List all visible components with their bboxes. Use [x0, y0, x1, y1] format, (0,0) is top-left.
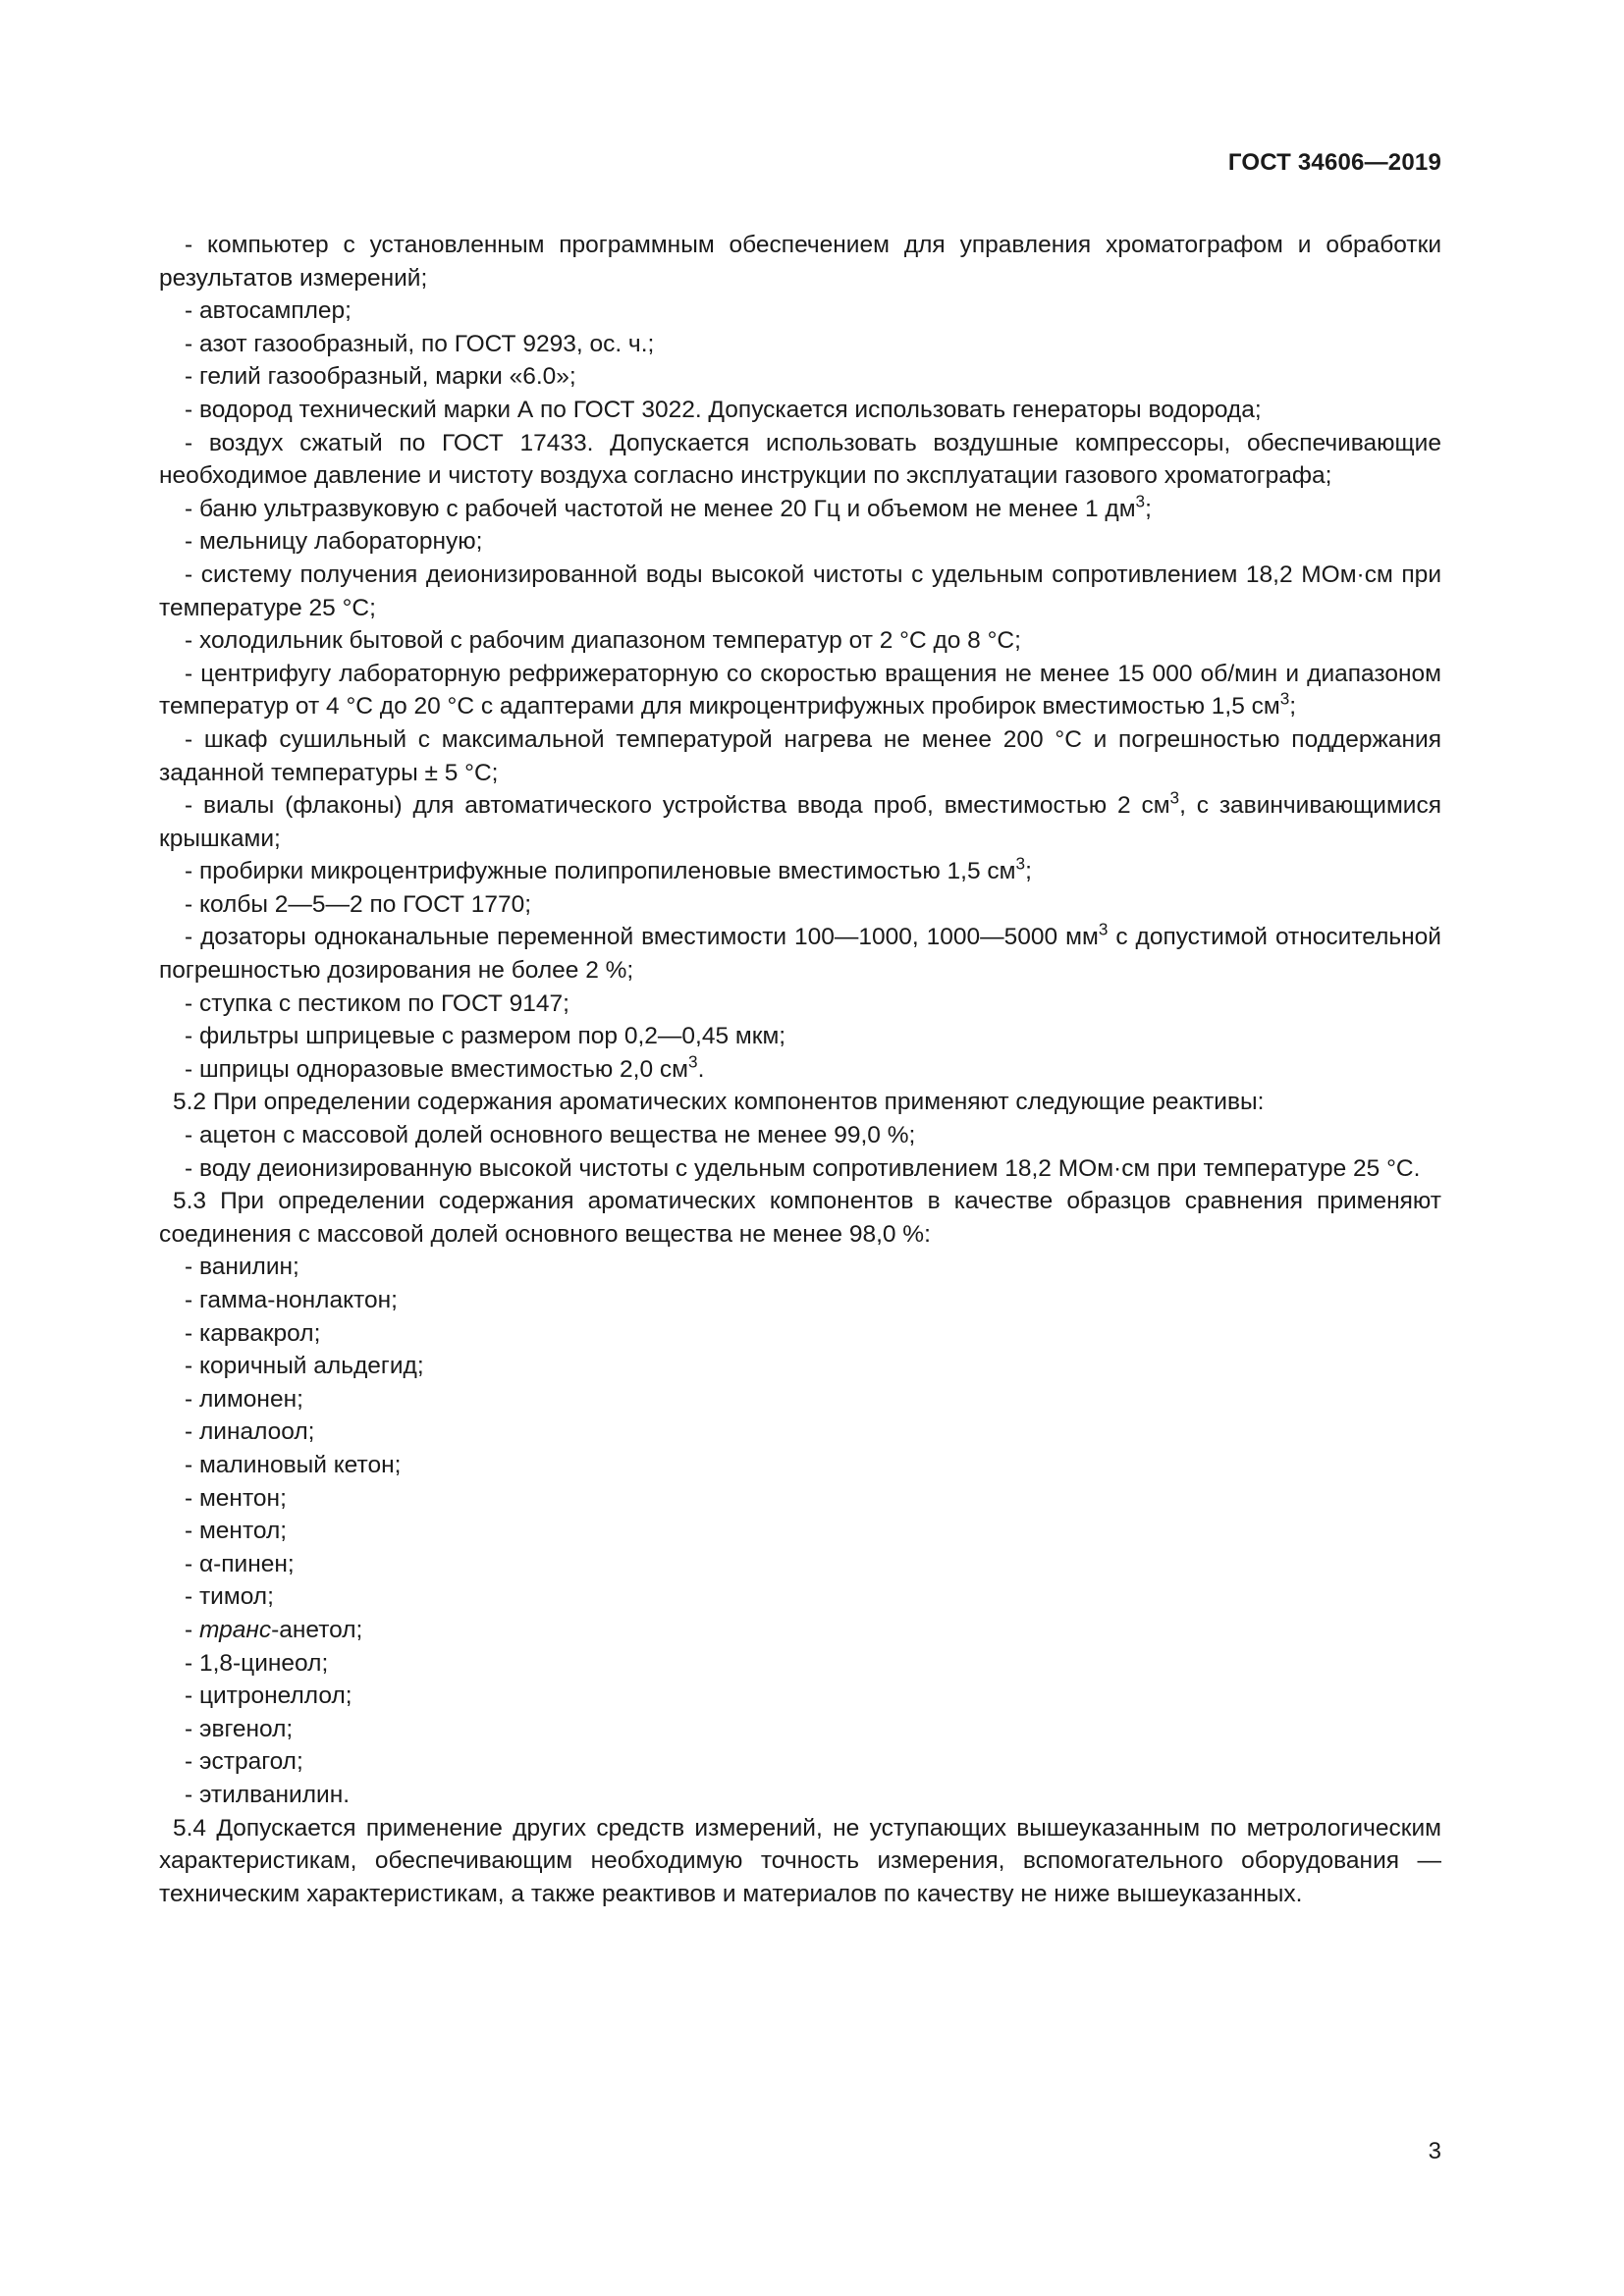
- list-item: - ванилин;: [185, 1254, 299, 1281]
- list-item: - водород технический марки А по ГОСТ 3022. Допускается использовать генераторы водорода;: [185, 396, 1262, 423]
- superscript: 3: [1135, 491, 1146, 511]
- list-item: - эстрагол;: [185, 1748, 303, 1776]
- list-item: - ацетон с массовой долей основного вещества не менее 99,0 %;: [185, 1122, 916, 1149]
- list-item: - азот газообразный, по ГОСТ 9293, ос. ч.;: [185, 330, 655, 357]
- item-text: - пробирки микроцентрифужные полипропиленовые вместимостью 1,5 см: [185, 858, 1016, 885]
- list-item: - коричный альдегид;: [185, 1353, 424, 1380]
- list-item: - шкаф сушильный с максимальной температурой нагрева не менее 200 °С и погрешностью поддержания заданной температуры ± 5 °С;: [159, 725, 1441, 786]
- item-tail: ;: [1289, 693, 1297, 721]
- italic-prefix: транс: [198, 1616, 272, 1643]
- list-item: - холодильник бытовой с рабочим диапазоном температур от 2 °С до 8 °С;: [185, 627, 1021, 655]
- item-tail: ;: [1025, 858, 1032, 885]
- superscript: 3: [1015, 853, 1026, 874]
- list-item: - малиновый кетон;: [185, 1451, 402, 1478]
- list-item: - 1,8-цинеол;: [185, 1649, 329, 1677]
- superscript: 3: [1098, 920, 1109, 940]
- list-item: - мельницу лабораторную;: [185, 528, 483, 556]
- list-item-centrifuge: [159, 658, 1441, 723]
- list-item-tubes: [159, 855, 1441, 888]
- document-body: [159, 229, 1441, 1910]
- list-item-trans-anethole: [159, 1614, 1441, 1647]
- item-text: -анетол;: [271, 1616, 363, 1643]
- superscript: 3: [688, 1051, 698, 1072]
- list-item: - компьютер с установленным программным обеспечением для управления хроматографом и обработки результатов измерений;: [159, 232, 1441, 292]
- item-text: - шприцы одноразовые вместимостью 2,0 см: [185, 1055, 689, 1083]
- list-item: - лимонен;: [185, 1385, 303, 1413]
- item-prefix: -: [185, 1616, 199, 1643]
- superscript: 3: [1279, 688, 1290, 709]
- item-text: - дозаторы одноканальные переменной вместимости 100—1000, 1000—5000 мм: [185, 924, 1099, 951]
- list-item: - систему получения деионизированной воды высокой чистоты с удельным сопротивлением 18,2 МОм·см при температуре 25 °С;: [159, 561, 1441, 621]
- list-item: - фильтры шприцевые с размером пор 0,2—0,45 мкм;: [185, 1023, 786, 1050]
- section-5-2-intro: 5.2 При определении содержания ароматических компонентов применяют следующие реактивы:: [173, 1089, 1265, 1116]
- list-item: - воздух сжатый по ГОСТ 17433. Допускается использовать воздушные компрессоры, обеспечивающие необходимое давление и чистоту воздуха согласно инструкции по эксплуатации газового хроматографа;: [159, 429, 1441, 490]
- section-5-4: 5.4 Допускается применение других средств измерений, не уступающих вышеуказанным по метрологическим характеристикам, обеспечивающим необходимую точность измерения, вспомогательного оборудования — техническим характеристикам, а также реактивов и материалов по качеству не ниже вышеуказанных.: [159, 1814, 1441, 1907]
- item-text: - баню ультразвуковую с рабочей частотой не менее 20 Гц и объемом не менее 1 дм: [185, 495, 1136, 522]
- list-item: - гелий газообразный, марки «6.0»;: [185, 363, 576, 391]
- superscript: 3: [1169, 787, 1180, 808]
- list-item: - α-пинен;: [185, 1550, 295, 1577]
- list-item: - ступка с пестиком по ГОСТ 9147;: [185, 989, 569, 1017]
- item-tail: с допустимой относительной погрешностью дозирования не более 2 %;: [159, 924, 1441, 985]
- list-item: - воду деионизированную высокой чистоты с удельным сопротивлением 18,2 МОм·см при температуре 25 °С.: [185, 1154, 1421, 1182]
- list-item: - ментон;: [185, 1484, 287, 1512]
- list-item: - линалоол;: [185, 1418, 315, 1446]
- item-tail: ;: [1145, 495, 1152, 522]
- list-item-vials: [159, 789, 1441, 855]
- list-item: - колбы 2—5—2 по ГОСТ 1770;: [185, 890, 532, 918]
- list-item: - эвгенол;: [185, 1715, 294, 1742]
- page-number: 3: [1428, 2138, 1441, 2164]
- document-header: ГОСТ 34606—2019: [1227, 149, 1441, 176]
- list-item: - гамма-нонлактон;: [185, 1287, 398, 1313]
- section-5-3-intro: 5.3 При определении содержания ароматических компонентов в качестве образцов сравнения применяют соединения с массовой долей основного вещества не менее 98,0 %:: [159, 1188, 1441, 1248]
- list-item: - тимол;: [185, 1583, 274, 1611]
- list-item: - карвакрол;: [185, 1319, 321, 1347]
- item-text: - центрифугу лабораторную рефрижераторную со скоростью вращения не менее 15 000 об/мин и диапазоном температур от 4 °С до 20 °С с адаптерами для микроцентрифужных пробирок вместимостью 1,5 см: [159, 660, 1441, 721]
- list-item: - автосамплер;: [185, 297, 352, 325]
- list-item-bath: [159, 493, 1441, 526]
- item-text: - виалы (флаконы) для автоматического устройства ввода проб, вместимостью 2 см: [185, 792, 1170, 820]
- item-tail: .: [697, 1055, 705, 1083]
- list-item-dispensers: [159, 921, 1441, 987]
- item-tail: , с завинчивающимися крышками;: [159, 792, 1441, 852]
- list-item: - этилванилин.: [185, 1781, 351, 1808]
- list-item: - цитронеллол;: [185, 1682, 352, 1710]
- list-item-syringes: [159, 1053, 1441, 1087]
- list-item: - ментол;: [185, 1518, 288, 1545]
